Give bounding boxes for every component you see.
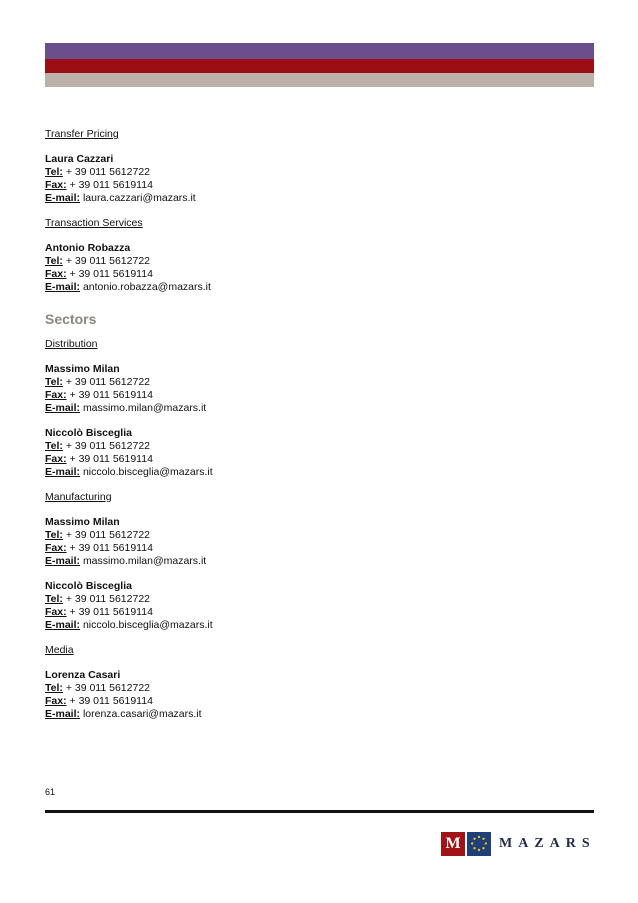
sector-label: Media [45,644,74,656]
stars-circle-icon [467,832,491,856]
sector-label: Distribution [45,338,98,350]
footer-rule [45,810,594,813]
header-band-purple [45,43,594,59]
contact-fax-row [45,606,605,619]
contact-card [45,153,605,205]
contact-name: Massimo Milan [45,363,120,375]
email-label: E-mail: [45,192,81,204]
fax-label: Fax: [45,542,67,554]
fax-value: + 39 011 5619114 [69,606,153,618]
section-label: Transfer Pricing [45,128,119,140]
contact-tel-row [45,529,605,542]
contact-name: Laura Cazzari [45,153,114,165]
contact-email-row [45,708,605,721]
contact-email-row [45,402,605,415]
tel-label: Tel: [45,529,63,541]
logo-wordmark: MAZARS [499,836,596,851]
section-label: Transaction Services [45,217,143,229]
contact-fax-row [45,542,605,555]
contact-fax-row [45,389,605,402]
contact-card [45,363,605,415]
fax-label: Fax: [45,389,67,401]
tel-value: + 39 011 5612722 [65,255,150,267]
contact-card [45,669,605,721]
header-band-grey [45,73,594,87]
tel-value: + 39 011 5612722 [65,682,150,694]
contact-name: Lorenza Casari [45,669,121,681]
contact-tel-row [45,440,605,453]
email-link[interactable]: niccolo.bisceglia@mazars.it [82,466,213,478]
fax-label: Fax: [45,606,67,618]
email-label: E-mail: [45,708,81,720]
page-number: 61 [45,787,56,797]
email-label: E-mail: [45,281,81,293]
contacts-content [45,128,605,733]
contact-email-row [45,466,605,479]
contact-fax-row [45,695,605,708]
contact-card [45,580,605,632]
tel-value: + 39 011 5612722 [65,440,150,452]
contact-name: Massimo Milan [45,516,120,528]
tel-label: Tel: [45,440,63,452]
sector-label: Manufacturing [45,491,112,503]
tel-value: + 39 011 5612722 [65,529,150,541]
tel-value: + 39 011 5612722 [65,166,150,178]
fax-label: Fax: [45,695,67,707]
fax-value: + 39 011 5619114 [69,695,153,707]
fax-value: + 39 011 5619114 [69,179,153,191]
email-link[interactable]: niccolo.bisceglia@mazars.it [82,619,213,631]
contact-email-row [45,619,605,632]
email-link[interactable]: massimo.milan@mazars.it [82,402,207,414]
tel-label: Tel: [45,682,63,694]
fax-value: + 39 011 5619114 [69,453,153,465]
contact-card [45,427,605,479]
tel-value: + 39 011 5612722 [65,376,150,388]
tel-label: Tel: [45,255,63,267]
email-label: E-mail: [45,619,81,631]
contact-tel-row [45,376,605,389]
tel-value: + 39 011 5612722 [65,593,150,605]
fax-value: + 39 011 5619114 [69,542,153,554]
fax-label: Fax: [45,179,67,191]
contact-fax-row [45,268,605,281]
contact-tel-row [45,593,605,606]
email-label: E-mail: [45,466,81,478]
header-band-red [45,59,594,73]
contact-tel-row [45,255,605,268]
contact-name: Antonio Robazza [45,242,131,254]
contact-tel-row [45,166,605,179]
email-link[interactable]: laura.cazzari@mazars.it [82,192,196,204]
email-label: E-mail: [45,555,81,567]
tel-label: Tel: [45,166,63,178]
fax-label: Fax: [45,453,67,465]
mazars-logo [441,830,596,858]
contact-tel-row [45,682,605,695]
contact-email-row [45,555,605,568]
contact-name: Niccolò Bisceglia [45,580,132,592]
contact-email-row [45,281,605,294]
contact-card [45,242,605,294]
email-link[interactable]: antonio.robazza@mazars.it [82,281,211,293]
sectors-heading: Sectors [45,311,97,327]
email-link[interactable]: lorenza.casari@mazars.it [82,708,202,720]
contact-card [45,516,605,568]
fax-value: + 39 011 5619114 [69,389,153,401]
contact-fax-row [45,453,605,466]
contact-fax-row [45,179,605,192]
fax-label: Fax: [45,268,67,280]
logo-m-mark: M [441,832,465,856]
tel-label: Tel: [45,376,63,388]
contact-name: Niccolò Bisceglia [45,427,132,439]
email-link[interactable]: massimo.milan@mazars.it [82,555,207,567]
fax-value: + 39 011 5619114 [69,268,153,280]
email-label: E-mail: [45,402,81,414]
contact-email-row [45,192,605,205]
tel-label: Tel: [45,593,63,605]
